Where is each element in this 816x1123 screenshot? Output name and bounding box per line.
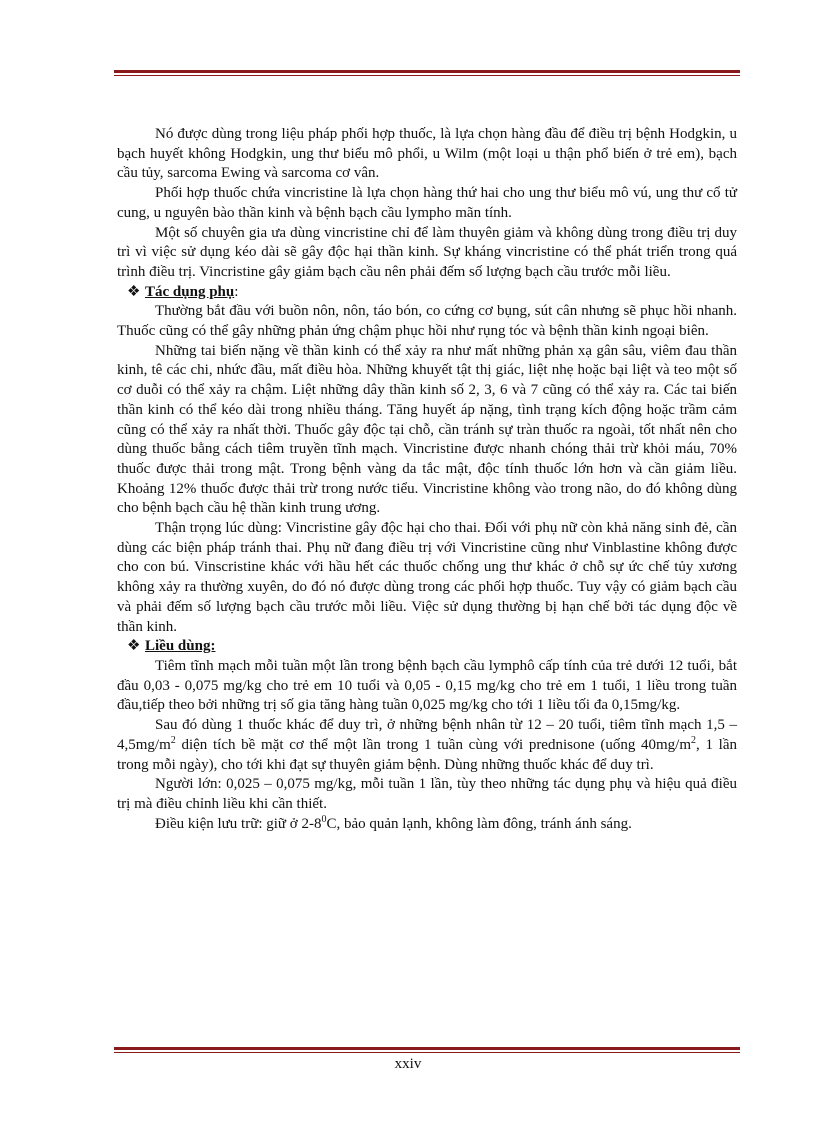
page-number: xxiv bbox=[394, 1056, 422, 1072]
footer-rule bbox=[114, 1047, 740, 1053]
paragraph: Sau đó dùng 1 thuốc khác để duy trì, ở những bệnh nhân từ 12 – 20 tuổi, tiêm tĩnh mạch $1,5 - 4,5mg/m^2$ diện tích bề mặt cơ thể một lần trong 1 tuần cùng với prednisone (uống $40mg/m^2$, 1 lần trong mỗi ngày), cho tới khi đạt sự thuyên giảm bệnh. Dùng những thuốc khác để duy trì. bbox=[117, 717, 738, 773]
paragraph: Người lớn: 0,025 – 0,075 mg/kg, mỗi tuần 1 lần, tùy theo những tác dụng phụ và hiệu quả điều trị mà điều chỉnh liều khi cần thiết. bbox=[117, 776, 737, 812]
diamond-bullet-icon: ❖ bbox=[127, 638, 141, 655]
header-rule bbox=[114, 70, 740, 76]
paragraph: Tiêm tĩnh mạch mỗi tuần một lần trong bệnh bạch cầu lymphô cấp tính của trẻ dưới 12 tuổi, bắt đầu 0,03 - 0,075 mg/kg cho trẻ em 10 tuổi và 0,05 - 0,15 mg/kg cho trẻ em 1 tuổi, 1 liều trong tuần đầu,tiếp theo bởi những trị số gia tăng hàng tuần 0,025 mg/kg cho tới 1 liều tối đa 0,15mg/kg. bbox=[117, 657, 737, 714]
paragraph: Thận trọng lúc dùng: Vincristine gây độc hại cho thai. Đối với phụ nữ còn khả năng sinh đẻ, cần dùng các biện pháp tránh thai. Phụ nữ đang điều trị với Vincristine cũng như Vinblastine không được cho con bú. Vinscristine khác với hầu hết các thuốc chống ung thư khác ở chỗ sự ức chế tủy xương không xảy ra thường xuyên, do đó nó được dùng trong các phối hợp thuốc. Tuy vậy có giảm bạch cầu và phải đếm số lượng bạch cầu trước mỗi liều. Việc sử dụng thường bị hạn chế bởi tác dụng độc về thần kinh. bbox=[117, 520, 737, 635]
paragraph: Thường bắt đầu với buồn nôn, nôn, táo bón, co cứng cơ bụng, sút cân nhưng sẽ phục hồi nhanh. Thuốc cũng có thể gây những phản ứng chậm phục hồi như rụng tóc và bệnh thần kinh ngoại biên. bbox=[117, 303, 737, 340]
heading-title: Liều dùng: bbox=[145, 638, 216, 655]
diamond-bullet-icon: ❖ bbox=[127, 283, 141, 300]
paragraph: Những tai biến nặng về thần kinh có thể xảy ra như mất những phản xạ gân sâu, viêm đau thần kinh, tê các chi, nhức đầu, mất điều hòa. Những khuyết tật thị giác, liệt nhẹ hoặc bại liệt và teo một số cơ duỗi có thể xảy ra chậm. Liệt những dây thần kinh số 2, 3, 6 và 7 cũng có thể xảy ra. Các tai biến thần kinh có thể kéo dài trong nhiều tháng. Tăng huyết áp nặng, tình trạng kích động hoặc trầm cảm cũng có thể xảy ra nhất thời. Thuốc gây độc tại chỗ, cần tránh sự tràn thuốc ra ngoài, tốt nhất nên cho dùng thuốc bằng cách tiêm truyền tĩnh mạch. Vincristine được nhanh chóng thải trừ khỏi máu, 70% thuốc được thải trong mật. Trong bệnh vàng da tắc mật, độc tính thuốc lớn hơn và cần giảm liều. Khoảng 12% thuốc được thải trừ trong nước tiểu. Vincristine không vào trong não, do đó không dùng cho bệnh bạch cầu hệ thần kinh trung ương. bbox=[117, 342, 737, 517]
section-heading-dosage bbox=[117, 637, 737, 657]
heading-title: Tác dụng phụ bbox=[145, 283, 235, 300]
section-heading-side-effects bbox=[117, 283, 737, 303]
paragraph: Phối hợp thuốc chứa vincristine là lựa chọn hàng thứ hai cho ung thư biểu mô vú, ung thư cổ tử cung, u nguyên bào thần kinh và bệnh bạch cầu lympho mãn tính. bbox=[117, 185, 737, 221]
heading-colon: : bbox=[234, 283, 239, 300]
paragraph: Một số chuyên gia ưa dùng vincristine chỉ để làm thuyên giảm và không dùng trong điều trị duy trì vì việc sử dụng kéo dài sẽ gây độc hại thần kinh. Sự kháng vincristine có thể phát triển trong quá trình điều trị. Vincristine gây giảm bạch cầu nên phải đếm số lượng bạch cầu trước mỗi liều. bbox=[117, 224, 737, 280]
page-body bbox=[117, 125, 737, 834]
paragraph: Nó được dùng trong liệu pháp phối hợp thuốc, là lựa chọn hàng đầu để điều trị bệnh Hodgkin, u bạch huyết không Hodgkin, ung thư biểu mô phổi, u Wilm (một loại u thận phổ biến ở trẻ em), bạch cầu tủy, sarcoma Ewing và sarcoma cơ vân. bbox=[117, 126, 737, 182]
paragraph: Điều kiện lưu trữ: giữ ở $2-8^0C$, bảo quản lạnh, không làm đông, tránh ánh sáng. bbox=[155, 813, 632, 832]
